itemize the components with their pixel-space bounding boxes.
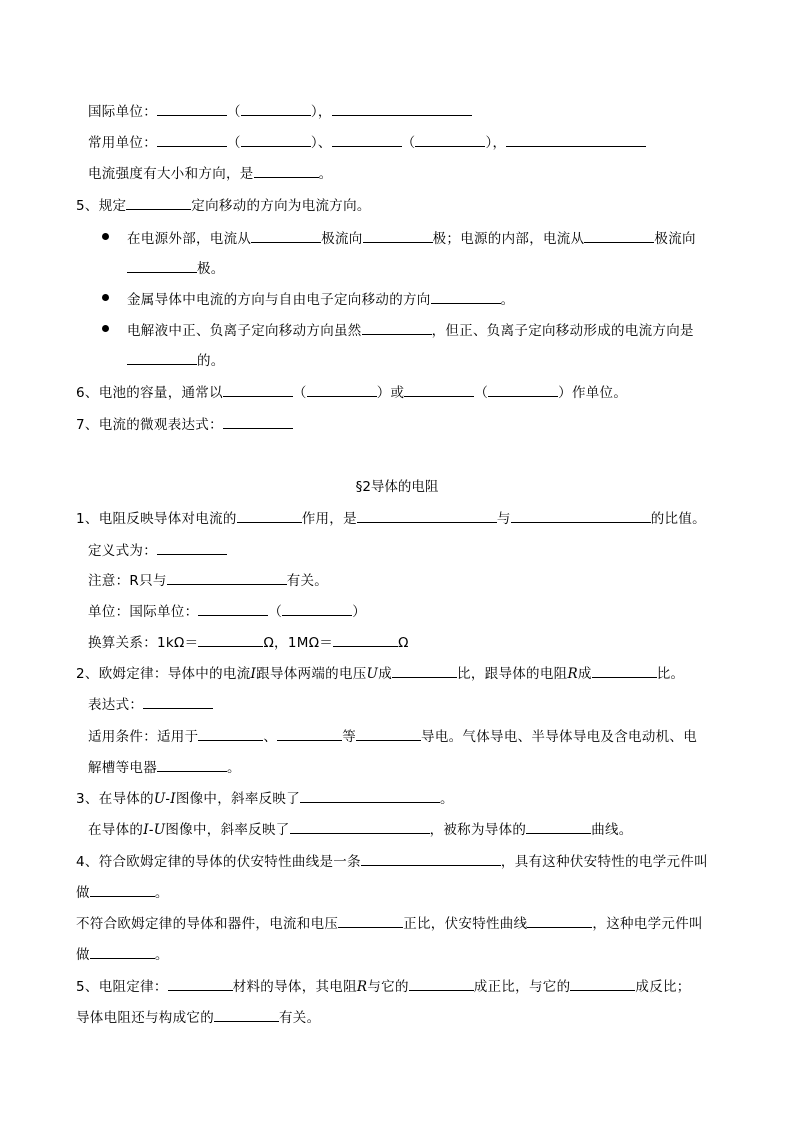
line-r5: 换算关系：1kΩ＝ Ω，1MΩ＝ Ω	[88, 632, 409, 653]
blank[interactable]	[90, 882, 155, 897]
blank[interactable]	[363, 228, 433, 243]
blank[interactable]	[90, 944, 155, 959]
blank[interactable]	[409, 976, 474, 991]
line-r1: 1、电阻反映导体对电流的 作用，是 与 的比值。	[76, 508, 706, 529]
blank[interactable]	[277, 726, 342, 741]
line-q4: 4、符合欧姆定律的导体的伏安特性曲线是一条 ，具有这种伏安特性的电学元件叫	[76, 851, 708, 872]
blank[interactable]	[333, 632, 398, 647]
blank[interactable]	[143, 694, 213, 709]
blank[interactable]	[357, 508, 497, 523]
blank[interactable]	[251, 228, 321, 243]
blank[interactable]	[506, 132, 646, 147]
bullet-3-line-1: 电解液中正、负离子定向移动方向虽然 ，但正、负离子定向移动形成的电流方向是	[127, 320, 694, 341]
bullet-icon	[102, 325, 109, 332]
blank[interactable]	[223, 382, 293, 397]
blank[interactable]	[526, 819, 591, 834]
blank[interactable]	[431, 289, 501, 304]
blank[interactable]	[404, 382, 474, 397]
bullet-2: 金属导体中电流的方向与自由电子定向移动的方向 。	[127, 289, 514, 310]
line-q5: 5、规定 定向移动的方向为电流方向。	[76, 195, 371, 216]
bullet-icon	[102, 294, 109, 301]
bullet-1-line-1: 在电源外部，电流从 极流向 极；电源的内部，电流从 极流向	[127, 228, 696, 249]
blank[interactable]	[157, 132, 227, 147]
blank[interactable]	[584, 228, 654, 243]
blank[interactable]	[237, 508, 302, 523]
bullet-icon	[102, 233, 109, 240]
line-q7: 7、电流的微观表达式：	[76, 414, 293, 435]
blank[interactable]	[157, 757, 227, 772]
blank[interactable]	[127, 258, 197, 273]
line-q5-law: 5、电阻定律： 材料的导体，其电阻R与它的 成正比，与它的 成反比；	[76, 976, 691, 997]
blank[interactable]	[290, 819, 430, 834]
line-q3b: 在导体的I-U图像中，斜率反映了 ，被称为导体的 曲线。	[88, 819, 633, 840]
blank[interactable]	[300, 788, 440, 803]
blank[interactable]	[332, 132, 402, 147]
line-si-unit: 国际单位： （ ），	[88, 101, 472, 122]
line-r3: 注意：R只与 有关。	[88, 570, 328, 591]
blank[interactable]	[592, 663, 657, 678]
section-title: §2导体的电阻	[355, 479, 439, 495]
blank[interactable]	[332, 101, 472, 116]
line-q4c: 不符合欧姆定律的导体和器件，电流和电压 正比，伏安特性曲线 ，这种电学元件叫	[76, 913, 703, 934]
blank[interactable]	[168, 976, 233, 991]
blank[interactable]	[157, 101, 227, 116]
blank[interactable]	[307, 382, 377, 397]
line-r2: 定义式为：	[88, 540, 227, 561]
blank[interactable]	[198, 726, 263, 741]
blank[interactable]	[392, 663, 457, 678]
line-common-unit: 常用单位： （ ）、 （ ），	[88, 132, 646, 153]
blank[interactable]	[126, 195, 191, 210]
line-r4: 单位：国际单位： （ ）	[88, 601, 366, 622]
line-current-scalar: 电流强度有大小和方向，是 。	[88, 163, 332, 184]
blank[interactable]	[198, 601, 268, 616]
blank[interactable]	[127, 350, 197, 365]
blank[interactable]	[415, 132, 485, 147]
blank[interactable]	[167, 570, 287, 585]
blank[interactable]	[361, 851, 501, 866]
blank[interactable]	[254, 163, 319, 178]
bullet-3-line-2: 的。	[127, 350, 225, 371]
blank[interactable]	[282, 601, 352, 616]
blank[interactable]	[241, 132, 311, 147]
line-q4b: 做 。	[76, 882, 169, 903]
blank[interactable]	[356, 726, 421, 741]
label: 国际单位：	[88, 104, 157, 120]
line-q4d: 做 。	[76, 944, 169, 965]
line-expression: 表达式：	[88, 694, 213, 715]
blank[interactable]	[198, 632, 263, 647]
line-q5-law-2: 导体电阻还与构成它的 有关。	[76, 1007, 320, 1028]
blank[interactable]	[338, 913, 403, 928]
line-q3: 3、在导体的U-I图像中，斜率反映了 。	[76, 788, 454, 809]
line-condition: 适用条件：适用于 、 等 导电。气体导电、半导体导电及含电动机、电	[88, 726, 697, 747]
blank[interactable]	[527, 913, 592, 928]
blank[interactable]	[570, 976, 635, 991]
blank[interactable]	[157, 540, 227, 555]
blank[interactable]	[511, 508, 651, 523]
blank[interactable]	[488, 382, 558, 397]
line-ohm: 2、欧姆定律：导体中的电流I跟导体两端的电压U成 比，跟导体的电阻R成 比。	[76, 663, 684, 684]
line-condition-2: 解槽等电器 。	[88, 757, 241, 778]
line-q6: 6、电池的容量，通常以 （ ）或 （ ）作单位。	[76, 382, 627, 403]
blank[interactable]	[241, 101, 311, 116]
blank[interactable]	[214, 1007, 279, 1022]
bullet-1-line-2: 极。	[127, 258, 225, 279]
blank[interactable]	[223, 414, 293, 429]
blank[interactable]	[362, 320, 432, 335]
